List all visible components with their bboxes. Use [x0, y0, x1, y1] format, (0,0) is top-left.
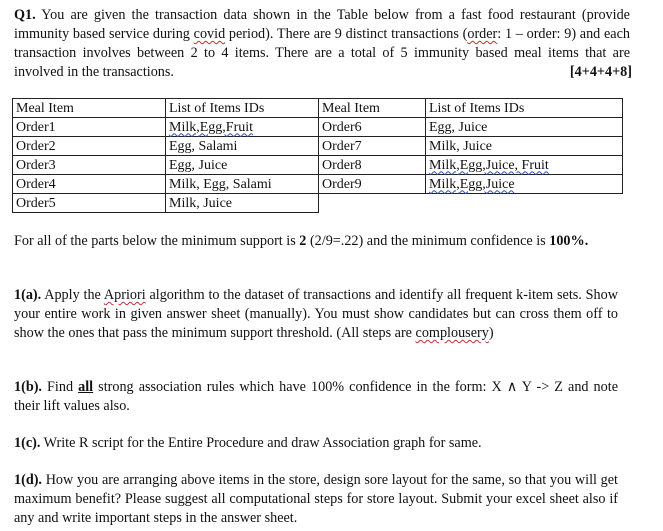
part-a-label: 1(a). — [14, 287, 42, 303]
part-b-text-a: Find — [41, 379, 79, 395]
items-cell: Egg, Juice — [166, 156, 319, 175]
header-items-right: List of Items IDs — [426, 99, 623, 118]
part-a-text-c: ) — [488, 325, 494, 341]
table-row — [13, 194, 623, 213]
part-d-paragraph — [14, 471, 618, 528]
intro-text-c: : 1 – order: 9) and each transaction involves between 2 to 4 items. There are a total of 5 immunity based meal items that are involved in the transactions. — [14, 26, 630, 80]
marks-label: [4+4+4+8] — [569, 64, 632, 80]
support-text-b: (2/9=.22) and the minimum confidence is — [306, 233, 550, 249]
question-number: Q1. — [14, 7, 36, 23]
table-header-row — [13, 99, 623, 118]
items-cell: Milk, Juice — [166, 194, 319, 213]
part-c-text: Write R script for the Entire Procedure and draw Association graph for same. — [40, 435, 482, 451]
part-d-text: How you are arranging above items in the store, design sore layout for the same, so that you will get maximum benefit? Please suggest all computational steps for store layout. Submit your excel sheet also if any and write important steps in the answer sheet. — [14, 472, 618, 526]
items-cell: Milk,Egg,Juice, Fruit — [426, 156, 623, 175]
header-meal-item-left: Meal Item — [13, 99, 166, 118]
table-row — [13, 118, 623, 137]
order-cell: Order5 — [13, 194, 166, 213]
header-items-left: List of Items IDs — [166, 99, 319, 118]
part-a-paragraph — [14, 286, 618, 343]
order-word: order — [467, 26, 498, 42]
order-cell: Order4 — [13, 175, 166, 194]
part-b-paragraph — [14, 378, 618, 416]
order-cell: Order3 — [13, 156, 166, 175]
items-cell: Egg, Juice — [426, 118, 623, 137]
table-row — [13, 137, 623, 156]
confidence-value: 100%. — [549, 233, 589, 249]
part-a-text-a: Apply the — [41, 287, 104, 303]
intro-text-b: period). There are 9 distinct transactions ( — [225, 26, 468, 42]
order-cell: Order2 — [13, 137, 166, 156]
transactions-table — [12, 98, 623, 213]
order-cell: Order7 — [319, 137, 426, 156]
empty-cell — [426, 194, 623, 213]
support-paragraph — [14, 232, 618, 251]
apriori-word: Apriori — [103, 287, 146, 303]
header-meal-item-right: Meal Item — [319, 99, 426, 118]
part-b-text-b: strong association rules which have 100% confidence in the form: X ∧ Y -> Z and note their lift values also. — [14, 379, 618, 414]
items-cell: Milk, Egg, Salami — [166, 175, 319, 194]
support-value: 2 — [299, 233, 307, 249]
part-d-label: 1(d). — [14, 472, 42, 488]
intro-text-a: You are given the transaction data shown in the Table below from a fast food restaurant (provide immunity based service during — [14, 7, 630, 42]
order-cell: Order8 — [319, 156, 426, 175]
part-c-paragraph — [14, 434, 618, 453]
part-c-label: 1(c). — [14, 435, 41, 451]
items-cell: Milk,Egg,Juice — [426, 175, 623, 194]
table-row — [13, 175, 623, 194]
table-row — [13, 156, 623, 175]
question-intro — [14, 6, 630, 82]
items-cell: Egg, Salami — [166, 137, 319, 156]
order-cell: Order1 — [13, 118, 166, 137]
items-cell: Milk, Juice — [426, 137, 623, 156]
part-a-text-b: algorithm to the dataset of transactions and identify all frequent k-item sets. Show your entire work in given answer sheet (manually). You must show candidates but can cross them off to show the ones that pass the minimum support threshold. (All steps are — [14, 287, 618, 341]
order-cell: Order6 — [319, 118, 426, 137]
order-cell: Order9 — [319, 175, 426, 194]
support-text-a: For all of the parts below the minimum support is — [14, 233, 300, 249]
items-cell: Milk,Egg,Fruit — [166, 118, 319, 137]
part-b-label: 1(b). — [14, 379, 42, 395]
all-word: all — [78, 379, 94, 395]
empty-cell — [319, 194, 426, 213]
covid-word: covid — [193, 26, 226, 42]
compulsory-word: complousery — [415, 325, 489, 341]
